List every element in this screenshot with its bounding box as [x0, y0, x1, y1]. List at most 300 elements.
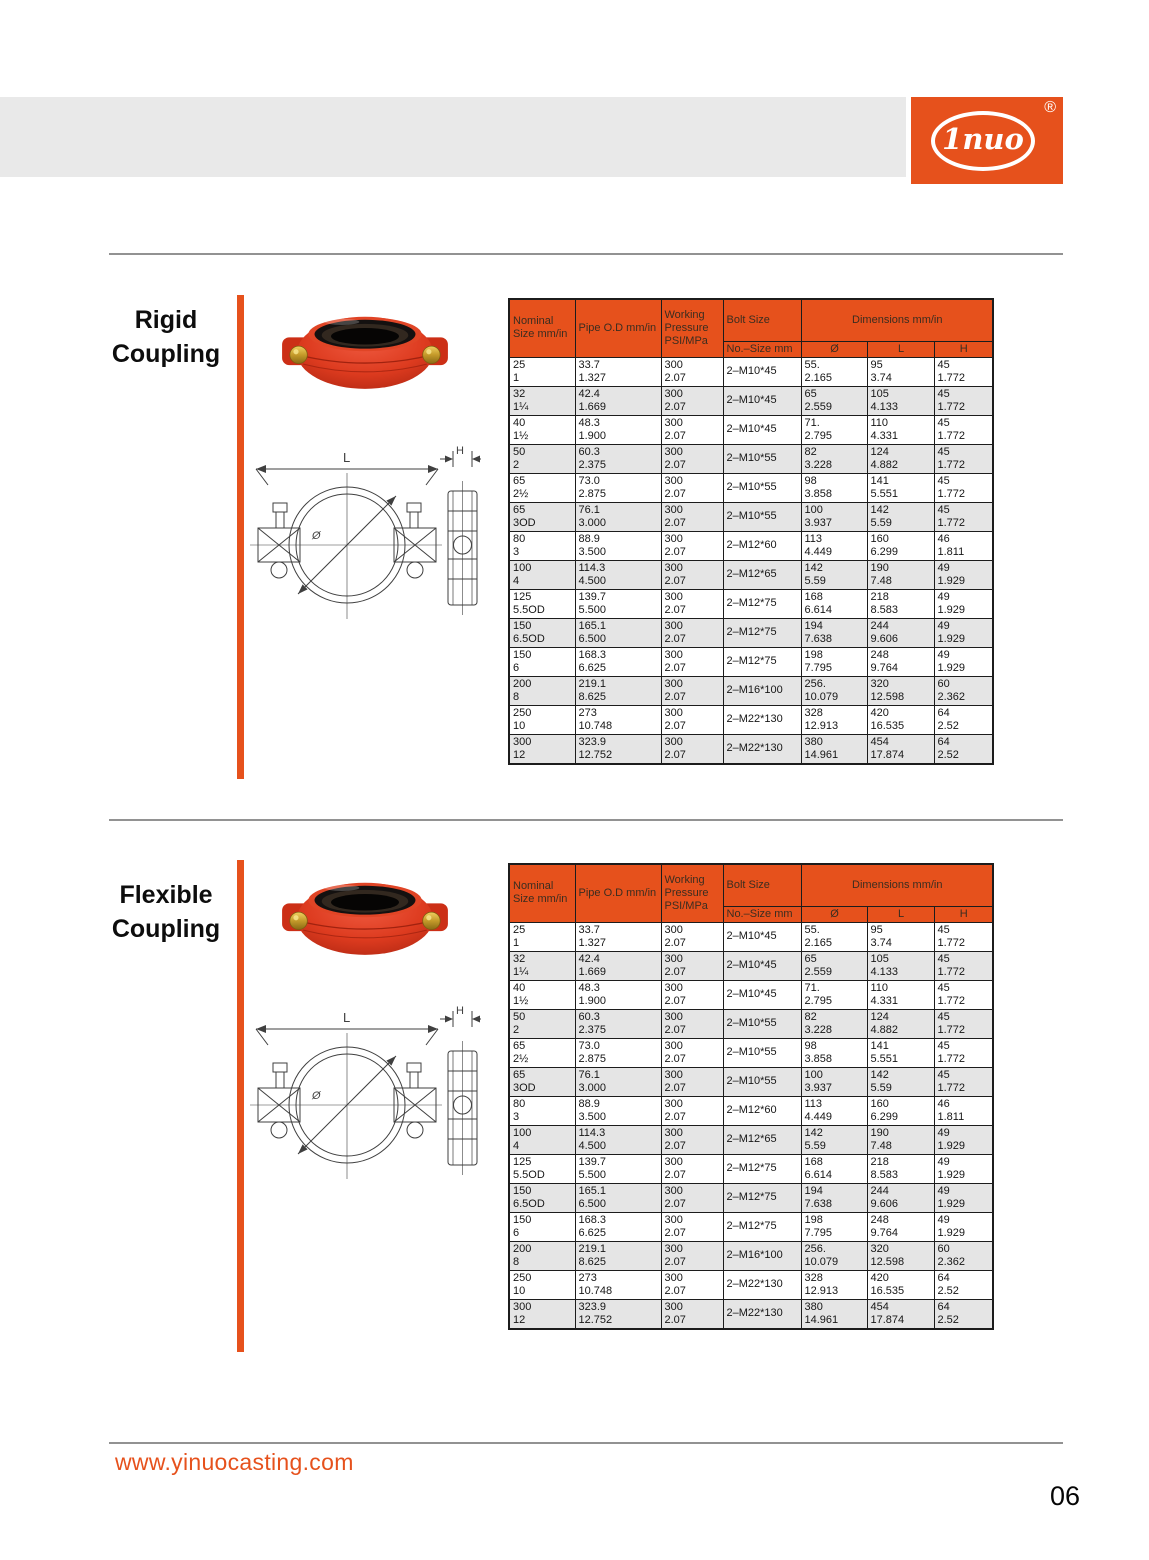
cell-line: 2–M10*55 [726, 452, 777, 465]
table-cell [575, 1096, 661, 1125]
cell-line: 5.5OD [513, 1168, 545, 1181]
cell-line: 6.299 [870, 1110, 899, 1123]
cell-line: 2.07 [664, 1081, 686, 1094]
diameter-symbol: Ø [312, 1090, 321, 1102]
cell-line: 300 [664, 387, 683, 400]
table-cell [661, 1009, 723, 1038]
table-cell [934, 618, 993, 647]
table-row [509, 1125, 993, 1154]
table-cell [575, 1009, 661, 1038]
cell-line: 46 [937, 532, 950, 545]
col-subheader-no-size: No.–Size mm [723, 906, 801, 922]
cell-line: 12.752 [578, 1313, 613, 1326]
table-cell [661, 357, 723, 386]
cell-line: 45 [937, 1068, 950, 1081]
dimension-label-l: L [343, 1010, 351, 1025]
cell-line: 55. [804, 923, 820, 936]
diameter-symbol: Ø [312, 530, 321, 542]
cell-line: 100 [804, 503, 823, 516]
table-cell [575, 1212, 661, 1241]
cell-line: 3.228 [804, 1023, 833, 1036]
cell-line: 45 [937, 387, 950, 400]
cell-line: 218 [870, 1155, 889, 1168]
table-row [509, 1067, 993, 1096]
cell-line: 98 [804, 474, 817, 487]
col-header-dimensions: Dimensions mm/in [801, 299, 993, 341]
cell-line: 71. [804, 416, 820, 429]
cell-line: 2.52 [937, 719, 959, 732]
table-cell [723, 1241, 801, 1270]
cell-line: 1.327 [578, 936, 607, 949]
cell-line: 48.3 [578, 416, 600, 429]
table-cell [934, 415, 993, 444]
cell-line: 2.559 [804, 400, 833, 413]
rigid-coupling-photo [280, 292, 450, 395]
table-cell [801, 415, 867, 444]
cell-line: 300 [664, 474, 683, 487]
table-cell [934, 560, 993, 589]
table-cell [801, 734, 867, 764]
cell-line: 45 [937, 923, 950, 936]
table-cell [575, 1125, 661, 1154]
col-subheader-l: L [867, 341, 934, 357]
cell-line: 2–M12*60 [726, 539, 777, 552]
table-cell [661, 922, 723, 951]
cell-line: 50 [513, 445, 526, 458]
cell-line: 300 [664, 532, 683, 545]
cell-line: 2.07 [664, 1197, 686, 1210]
table-cell [575, 444, 661, 473]
section-divider [109, 819, 1063, 821]
cell-line: 300 [664, 1242, 683, 1255]
cell-line: 256. [804, 677, 826, 690]
cell-line: 328 [804, 1271, 823, 1284]
table-cell [723, 589, 801, 618]
cell-line: 300 [664, 735, 683, 748]
table-cell [509, 676, 575, 705]
cell-line: 113 [804, 1097, 823, 1110]
cell-line: 1.900 [578, 429, 607, 442]
table-cell [934, 1154, 993, 1183]
cell-line: 300 [664, 561, 683, 574]
cell-line: 8 [513, 690, 520, 703]
table-cell [723, 1270, 801, 1299]
table-cell [509, 1241, 575, 1270]
table-cell [509, 502, 575, 531]
table-cell [723, 647, 801, 676]
table-cell [509, 1096, 575, 1125]
cell-line: 194 [804, 1184, 823, 1197]
table-cell [575, 1067, 661, 1096]
col-header-nominal-size: Nominal Size mm/in [509, 864, 575, 922]
cell-line: 2.07 [664, 1052, 686, 1065]
cell-line: 100 [513, 1126, 532, 1139]
cell-line: 16.535 [870, 1284, 905, 1297]
cell-line: 219.1 [578, 677, 607, 690]
cell-line: 25 [513, 358, 526, 371]
table-cell [509, 1299, 575, 1329]
cell-line: 64 [937, 1271, 950, 1284]
table-cell [575, 473, 661, 502]
table-cell [723, 1154, 801, 1183]
cell-line: 2.559 [804, 965, 833, 978]
table-cell [575, 676, 661, 705]
table-cell [575, 1038, 661, 1067]
col-subheader-no-size: No.–Size mm [723, 341, 801, 357]
cell-line: 5.59 [804, 574, 826, 587]
cell-line: 5.500 [578, 603, 607, 616]
cell-line: 65 [513, 474, 526, 487]
cell-line: 2.52 [937, 1313, 959, 1326]
table-cell [575, 1154, 661, 1183]
cell-line: 45 [937, 1039, 950, 1052]
cell-line: 1.772 [937, 516, 966, 529]
cell-line: 320 [870, 677, 889, 690]
cell-line: 95 [870, 923, 883, 936]
table-cell [934, 589, 993, 618]
table-cell [723, 951, 801, 980]
cell-line: 2.07 [664, 429, 686, 442]
table-cell [801, 1212, 867, 1241]
cell-line: 1.900 [578, 994, 607, 1007]
cell-line: 105 [870, 387, 889, 400]
cell-line: 300 [664, 706, 683, 719]
cell-line: 45 [937, 416, 950, 429]
table-cell [509, 1067, 575, 1096]
cell-line: 65 [513, 1039, 526, 1052]
cell-line: 3.858 [804, 1052, 833, 1065]
table-cell [801, 386, 867, 415]
table-cell [801, 922, 867, 951]
cell-line: 49 [937, 1184, 950, 1197]
cell-line: 219.1 [578, 1242, 607, 1255]
table-cell [575, 589, 661, 618]
cell-line: 48.3 [578, 981, 600, 994]
cell-line: 3 [513, 545, 520, 558]
cell-line: 49 [937, 590, 950, 603]
cell-line: 60 [937, 1242, 950, 1255]
table-cell [867, 618, 934, 647]
table-cell [801, 1241, 867, 1270]
table-cell [934, 951, 993, 980]
cell-line: 6 [513, 661, 520, 674]
cell-line: 2.375 [578, 458, 607, 471]
table-cell [934, 444, 993, 473]
cell-line: 1.772 [937, 458, 966, 471]
cell-line: 3.937 [804, 516, 833, 529]
cell-line: 4 [513, 574, 520, 587]
cell-line: 1.811 [937, 545, 965, 558]
cell-line: 3.937 [804, 1081, 833, 1094]
cell-line: 7.638 [804, 1197, 833, 1210]
col-header-nominal-size: Nominal Size mm/in [509, 299, 575, 357]
cell-line: 165.1 [578, 619, 607, 632]
rigid-coupling-spec-table [508, 298, 994, 765]
table-cell [867, 1154, 934, 1183]
cell-line: 168 [804, 1155, 823, 1168]
title-line-1: Rigid [134, 306, 198, 334]
cell-line: 40 [513, 416, 526, 429]
table-cell [801, 560, 867, 589]
cell-line: 2.07 [664, 632, 686, 645]
cell-line: 1½ [513, 429, 529, 442]
cell-line: 49 [937, 1155, 950, 1168]
cell-line: 125 [513, 590, 532, 603]
cell-line: 12.913 [804, 719, 839, 732]
table-cell [801, 1270, 867, 1299]
cell-line: 1.772 [937, 994, 966, 1007]
table-cell [867, 922, 934, 951]
cell-line: 380 [804, 735, 823, 748]
cell-line: 14.961 [804, 1313, 839, 1326]
cell-line: 160 [870, 1097, 889, 1110]
table-cell [509, 647, 575, 676]
table-cell [934, 1067, 993, 1096]
cell-line: 150 [513, 1184, 532, 1197]
cell-line: 248 [870, 648, 889, 661]
col-subheader-h: H [934, 906, 993, 922]
cell-line: 1.929 [937, 1197, 966, 1210]
table-row [509, 560, 993, 589]
table-row [509, 1212, 993, 1241]
cell-line: 76.1 [578, 1068, 600, 1081]
col-header-working-pressure: Working Pressure PSI/MPa [661, 864, 723, 922]
table-cell [934, 1212, 993, 1241]
cell-line: 98 [804, 1039, 817, 1052]
cell-line: 165.1 [578, 1184, 607, 1197]
table-row [509, 618, 993, 647]
cell-line: 6.614 [804, 1168, 833, 1181]
cell-line: 80 [513, 1097, 526, 1110]
table-cell [661, 386, 723, 415]
cell-line: 2.07 [664, 690, 686, 703]
table-cell [723, 1096, 801, 1125]
section-divider [109, 253, 1063, 255]
cell-line: 142 [804, 1126, 823, 1139]
cell-line: 4.331 [870, 429, 899, 442]
cell-line: 420 [870, 1271, 889, 1284]
flexible-coupling-spec-table [508, 863, 994, 1330]
table-cell [509, 951, 575, 980]
table-cell [867, 1038, 934, 1067]
table-cell [934, 922, 993, 951]
cell-line: 2.795 [804, 429, 833, 442]
cell-line: 300 [664, 648, 683, 661]
table-cell [867, 980, 934, 1009]
cell-line: 300 [664, 952, 683, 965]
cell-line: 3.74 [870, 936, 892, 949]
table-cell [867, 1067, 934, 1096]
table-cell [801, 1183, 867, 1212]
cell-line: 323.9 [578, 1300, 607, 1313]
table-cell [801, 647, 867, 676]
cell-line: 6.500 [578, 1197, 607, 1210]
table-cell [934, 1241, 993, 1270]
table-cell [509, 357, 575, 386]
cell-line: 1.772 [937, 936, 966, 949]
cell-line: 2.07 [664, 1226, 686, 1239]
cell-line: 95 [870, 358, 883, 371]
cell-line: 49 [937, 561, 950, 574]
cell-line: 2.07 [664, 965, 686, 978]
cell-line: 2–M22*130 [726, 1307, 783, 1320]
col-subheader-h: H [934, 341, 993, 357]
cell-line: 2.07 [664, 719, 686, 732]
title-line-2: Coupling [111, 339, 221, 368]
table-cell [661, 1299, 723, 1329]
table-cell [661, 589, 723, 618]
cell-line: 2.07 [664, 1023, 686, 1036]
table-row [509, 1183, 993, 1212]
cell-line: 7.795 [804, 1226, 833, 1239]
cell-line: 300 [664, 503, 683, 516]
cell-line: 2–M22*130 [726, 742, 783, 755]
cell-line: 2.07 [664, 545, 686, 558]
cell-line: 1.929 [937, 574, 966, 587]
table-cell [509, 560, 575, 589]
cell-line: 198 [804, 1213, 823, 1226]
cell-line: 4 [513, 1139, 520, 1152]
table-cell [575, 734, 661, 764]
cell-line: 2–M10*55 [726, 1075, 777, 1088]
cell-line: 2–M10*45 [726, 988, 777, 1001]
table-cell [934, 1270, 993, 1299]
cell-line: 142 [870, 503, 889, 516]
cell-line: 82 [804, 1010, 817, 1023]
table-cell [867, 1299, 934, 1329]
cell-line: 3.000 [578, 516, 607, 529]
cell-line: 1½ [513, 994, 529, 1007]
cell-line: 12.598 [870, 690, 905, 703]
cell-line: 40 [513, 981, 526, 994]
cell-line: 1.811 [937, 1110, 965, 1123]
cell-line: 2½ [513, 1052, 529, 1065]
cell-line: 2–M12*75 [726, 1220, 777, 1233]
table-cell [867, 1270, 934, 1299]
table-cell [934, 676, 993, 705]
table-cell [661, 647, 723, 676]
table-cell [934, 473, 993, 502]
cell-line: 45 [937, 1010, 950, 1023]
cell-line: 3.000 [578, 1081, 607, 1094]
cell-line: 273 [578, 706, 597, 719]
table-cell [801, 473, 867, 502]
cell-line: 244 [870, 1184, 889, 1197]
cell-line: 300 [664, 1068, 683, 1081]
cell-line: 300 [664, 590, 683, 603]
table-cell [867, 676, 934, 705]
cell-line: 4.449 [804, 545, 833, 558]
cell-line: 2.07 [664, 400, 686, 413]
title-line-1: Flexible [119, 881, 213, 909]
table-cell [661, 1212, 723, 1241]
table-row [509, 1270, 993, 1299]
table-cell [661, 415, 723, 444]
cell-line: 2–M12*75 [726, 655, 777, 668]
cell-line: 8.625 [578, 690, 607, 703]
table-cell [867, 1183, 934, 1212]
cell-line: 2.07 [664, 516, 686, 529]
table-cell [934, 1038, 993, 1067]
cell-line: 1.929 [937, 632, 966, 645]
website-link[interactable]: www.yinuocasting.com [115, 1449, 354, 1475]
table-cell [661, 473, 723, 502]
table-cell [661, 1096, 723, 1125]
cell-line: 6 [513, 1226, 520, 1239]
cell-line: 5.59 [870, 516, 892, 529]
table-cell [723, 415, 801, 444]
cell-line: 88.9 [578, 532, 600, 545]
table-row [509, 589, 993, 618]
table-cell [509, 1038, 575, 1067]
table-cell [801, 444, 867, 473]
cell-line: 1.772 [937, 1023, 966, 1036]
table-cell [661, 1183, 723, 1212]
cell-line: 9.606 [870, 632, 899, 645]
cell-line: 1.669 [578, 400, 607, 413]
cell-line: 2–M10*45 [726, 394, 777, 407]
cell-line: 5.500 [578, 1168, 607, 1181]
cell-line: 32 [513, 387, 526, 400]
cell-line: 273 [578, 1271, 597, 1284]
cell-line: 49 [937, 1126, 950, 1139]
col-subheader-l: L [867, 906, 934, 922]
col-subheader-diameter: Ø [801, 341, 867, 357]
table-cell [934, 734, 993, 764]
header-gray-band [0, 97, 906, 177]
cell-line: 1.929 [937, 603, 966, 616]
table-cell [934, 357, 993, 386]
cell-line: 139.7 [578, 590, 607, 603]
cell-line: 1.772 [937, 487, 966, 500]
cell-line: 110 [870, 981, 889, 994]
table-row [509, 1038, 993, 1067]
table-cell [934, 531, 993, 560]
cell-line: 5.5OD [513, 603, 545, 616]
table-cell [509, 1270, 575, 1299]
cell-line: 300 [664, 619, 683, 632]
table-cell [509, 415, 575, 444]
cell-line: 124 [870, 445, 889, 458]
dimension-label-h: H [456, 445, 464, 457]
table-cell [575, 1241, 661, 1270]
cell-line: 198 [804, 648, 823, 661]
cell-line: 3OD [513, 1081, 536, 1094]
cell-line: 16.535 [870, 719, 905, 732]
table-cell [801, 357, 867, 386]
cell-line: 2.375 [578, 1023, 607, 1036]
cell-line: 2.07 [664, 574, 686, 587]
cell-line: 2–M22*130 [726, 1278, 783, 1291]
section-title-rigid-coupling [90, 304, 242, 371]
cell-line: 2.07 [664, 1110, 686, 1123]
logo-text: 1nuo [942, 122, 1024, 156]
cell-line: 17.874 [870, 1313, 905, 1326]
cell-line: 12 [513, 748, 526, 761]
table-cell [661, 502, 723, 531]
table-cell [801, 1067, 867, 1096]
table-row [509, 386, 993, 415]
cell-line: 454 [870, 735, 889, 748]
cell-line: 42.4 [578, 387, 600, 400]
table-cell [867, 415, 934, 444]
table-cell [509, 444, 575, 473]
table-cell [867, 560, 934, 589]
table-cell [509, 734, 575, 764]
table-cell [661, 1038, 723, 1067]
cell-line: 2–M12*65 [726, 568, 777, 581]
table-cell [575, 922, 661, 951]
